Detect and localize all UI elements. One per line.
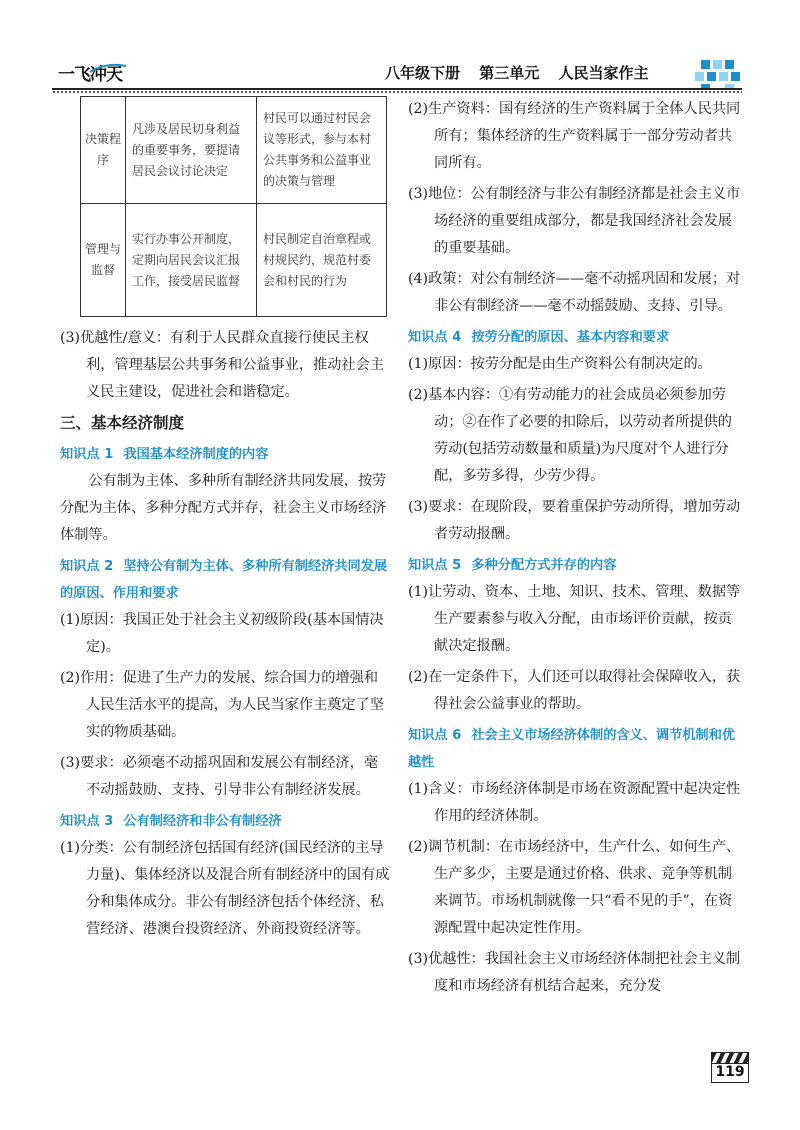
table-cell-label: 决策程序 (81, 97, 126, 204)
left-column (60, 96, 390, 947)
page-number-badge (709, 1052, 747, 1082)
knowledge-point-title: 公有制经济和非公有制经济 (123, 814, 282, 829)
list-item: (1)原因：按劳分配是由生产资料公有制决定的。 (408, 356, 712, 372)
table-cell: 村民制定自治章程或村规民约，规范村委会和村民的行为 (257, 204, 387, 317)
knowledge-point-heading (60, 553, 390, 607)
knowledge-point-heading (408, 722, 743, 776)
grade-label: 八年级下册 (385, 64, 461, 82)
knowledge-point-heading (408, 324, 743, 351)
knowledge-point-number: 知识点 6 (408, 728, 462, 743)
list-item: (2)生产资料：国有经济的生产资料属于全体人民共同所有；集体经济的生产资料属于一部分劳动者共同所有。 (408, 101, 741, 171)
table-row (81, 204, 387, 317)
list-item: (3)优越性：我国社会主义市场经济体制把社会主义制度和市场经济有机结合起来，充分发 (408, 951, 741, 994)
knowledge-point-number: 知识点 3 (60, 814, 114, 829)
list-item: (1)让劳动、资本、土地、知识、技术、管理、数据等生产要素参与收入分配，由市场评价贡献，按贡献决定报酬。 (408, 584, 741, 654)
knowledge-point-number: 知识点 5 (408, 558, 462, 573)
right-column (408, 96, 743, 1004)
knowledge-point-title: 我国基本经济制度的内容 (123, 447, 269, 462)
list-item: (3)优越性/意义：有利于人民群众直接行使民主权利，管理基层公共事务和公益事业，推动社会主义民主建设，促进社会和谐稳定。 (60, 330, 384, 400)
list-item: (4)政策：对公有制经济——毫不动摇巩固和发展；对非公有制经济——毫不动摇鼓励、支持、引导。 (408, 271, 741, 314)
header-rule (52, 88, 742, 92)
brand-logo: 一飞冲天 (58, 65, 122, 85)
page-header (0, 0, 800, 100)
knowledge-point-heading (408, 552, 743, 579)
header-rule-dots (52, 91, 742, 93)
table-row (81, 97, 387, 204)
header-rule-line (52, 88, 742, 90)
self-governance-table (80, 96, 387, 317)
table-cell: 凡涉及居民切身利益的重要事务，要提请居民会议讨论决定 (126, 97, 257, 204)
knowledge-point-heading (60, 441, 390, 468)
table-cell: 实行办事公开制度，定期向居民会议汇报工作，接受居民监督 (126, 204, 257, 317)
knowledge-point-title: 社会主义市场经济体制的含义、调节机制和优越性 (408, 728, 736, 770)
knowledge-point-heading (60, 808, 390, 835)
list-item: (2)基本内容：①有劳动能力的社会成员必须参加劳动；②在作了必要的扣除后，以劳动者所提供的劳动(包括劳动数量和质量)为尺度对个人进行分配，多劳多得，少劳少得。 (408, 387, 732, 484)
page-number: 119 (711, 1062, 749, 1083)
list-item: (2)作用：促进了生产力的发展、综合国力的增强和人民生活水平的提高，为人民当家作主奠定了坚实的物质基础。 (60, 670, 384, 740)
list-item: (3)地位：公有制经济与非公有制经济都是社会主义市场经济的重要组成部分，都是我国经济社会发展的重要基础。 (408, 186, 741, 256)
checker-decoration-icon (693, 56, 743, 90)
list-item: (1)原因：我国正处于社会主义初级阶段(基本国情决定)。 (60, 612, 384, 655)
paragraph: 公有制为主体、多种所有制经济共同发展，按劳分配为主体、多种分配方式并存，社会主义市场经济体制等。 (60, 473, 387, 543)
brand-swoosh-icon (88, 58, 128, 80)
knowledge-point-title: 多种分配方式并存的内容 (471, 558, 617, 573)
table-cell-label: 管理与监督 (81, 204, 126, 317)
knowledge-point-number: 知识点 4 (408, 330, 462, 345)
knowledge-point-title: 按劳分配的原因、基本内容和要求 (471, 330, 670, 345)
unit-title: 人民当家作主 (558, 64, 649, 82)
knowledge-point-number: 知识点 1 (60, 447, 114, 462)
list-item: (1)分类：公有制经济包括国有经济(国民经济的主导力量)、集体经济以及混合所有制经济中的国有成分和集体成分。非公有制经济包括个体经济、私营经济、港澳台投资经济、外商投资经济等。 (60, 840, 390, 937)
list-item: (2)在一定条件下，人们还可以取得社会保障收入，获得社会公益事业的帮助。 (408, 669, 741, 712)
list-item: (2)调节机制：在市场经济中，生产什么、如何生产、生产多少，主要是通过价格、供求、竞争等机制来调节。市场机制就像一只“看不见的手”，在资源配置中起决定性作用。 (408, 839, 741, 936)
knowledge-point-title: 坚持公有制为主体、多种所有制经济共同发展的原因、作用和要求 (60, 559, 388, 601)
table-cell: 村民可以通过村民会议等形式，参与本村公共事务和公益事业的决策与管理 (257, 97, 387, 204)
list-item: (3)要求：必须毫不动摇巩固和发展公有制经济，毫不动摇鼓励、支持、引导非公有制经济发展。 (60, 755, 379, 798)
list-item: (1)含义：市场经济体制是市场在资源配置中起决定性作用的经济体制。 (408, 781, 741, 824)
knowledge-point-number: 知识点 2 (60, 559, 114, 574)
section-heading: 三、基本经济制度 (60, 414, 185, 432)
header-title (385, 62, 663, 83)
unit-label: 第三单元 (479, 64, 540, 82)
list-item: (3)要求：在现阶段，要着重保护劳动所得，增加劳动者劳动报酬。 (408, 499, 741, 542)
